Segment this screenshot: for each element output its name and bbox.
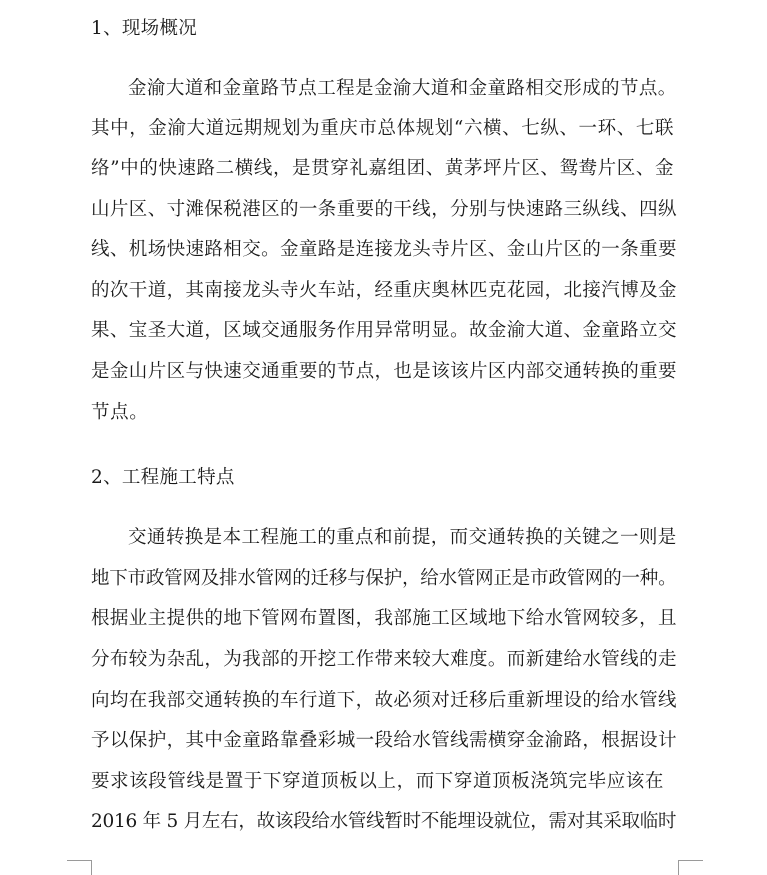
section-1-line: 络”中的快速路二横线，是贯穿礼嘉组团、黄茅坪片区、鸳鸯片区、金 [91, 158, 675, 179]
section-2-line: 要求该段管线是置于下穿道顶板以上，而下穿道顶板浇筑完毕应该在 [91, 771, 665, 792]
section-1-line: 线、机场快速路相交。金童路是连接龙头寺片区、金山片区的一条重要 [91, 239, 677, 260]
section-2-line: 地下市政管网及排水管网的迁移与保护，给水管网正是市政管网的一种。 [91, 568, 677, 589]
section-1-line: 金渝大道和金童路节点工程是金渝大道和金童路相交形成的节点。 [128, 78, 677, 99]
section-2-line: 根据业主提供的地下管网布置图，我部施工区域地下给水管网较多，且 [91, 608, 677, 629]
section-2-line: 2016 年 5 月左右，故该段给水管线暂时不能埋设就位，需对其采取临时 [91, 811, 677, 832]
section-1-line: 果、宝圣大道，区域交通服务作用异常明显。故金渝大道、金童路立交 [91, 320, 677, 341]
section-2-line: 分布较为杂乱，为我部的开挖工作带来较大难度。而新建给水管线的走 [91, 649, 677, 670]
section-1-line: 节点。 [91, 402, 149, 423]
page-corner-mark-right [678, 860, 703, 875]
page-corner-mark-left [67, 860, 92, 875]
section-2-line: 交通转换是本工程施工的重点和前提，而交通转换的关键之一则是 [128, 527, 677, 548]
section-1-line: 的次干道，其南接龙头寺火车站，经重庆奥林匹克花园，北接汽博及金 [91, 280, 677, 301]
section-2-heading: 2、工程施工特点 [91, 467, 235, 488]
section-1-line: 其中，金渝大道远期规划为重庆市总体规划“六横、七纵、一环、七联 [91, 118, 675, 139]
section-1-line: 是金山片区与快速交通重要的节点，也是该该片区内部交通转换的重要 [91, 361, 677, 382]
section-2-line: 向均在我部交通转换的车行道下，故必须对迁移后重新埋设的给水管线 [91, 690, 677, 711]
section-2-line: 予以保护，其中金童路靠叠彩城一段给水管线需横穿金渝路，根据设计 [91, 730, 677, 751]
section-1-line: 山片区、寸滩保税港区的一条重要的干线，分别与快速路三纵线、四纵 [91, 199, 677, 220]
section-1-heading: 1、现场概况 [91, 18, 198, 39]
